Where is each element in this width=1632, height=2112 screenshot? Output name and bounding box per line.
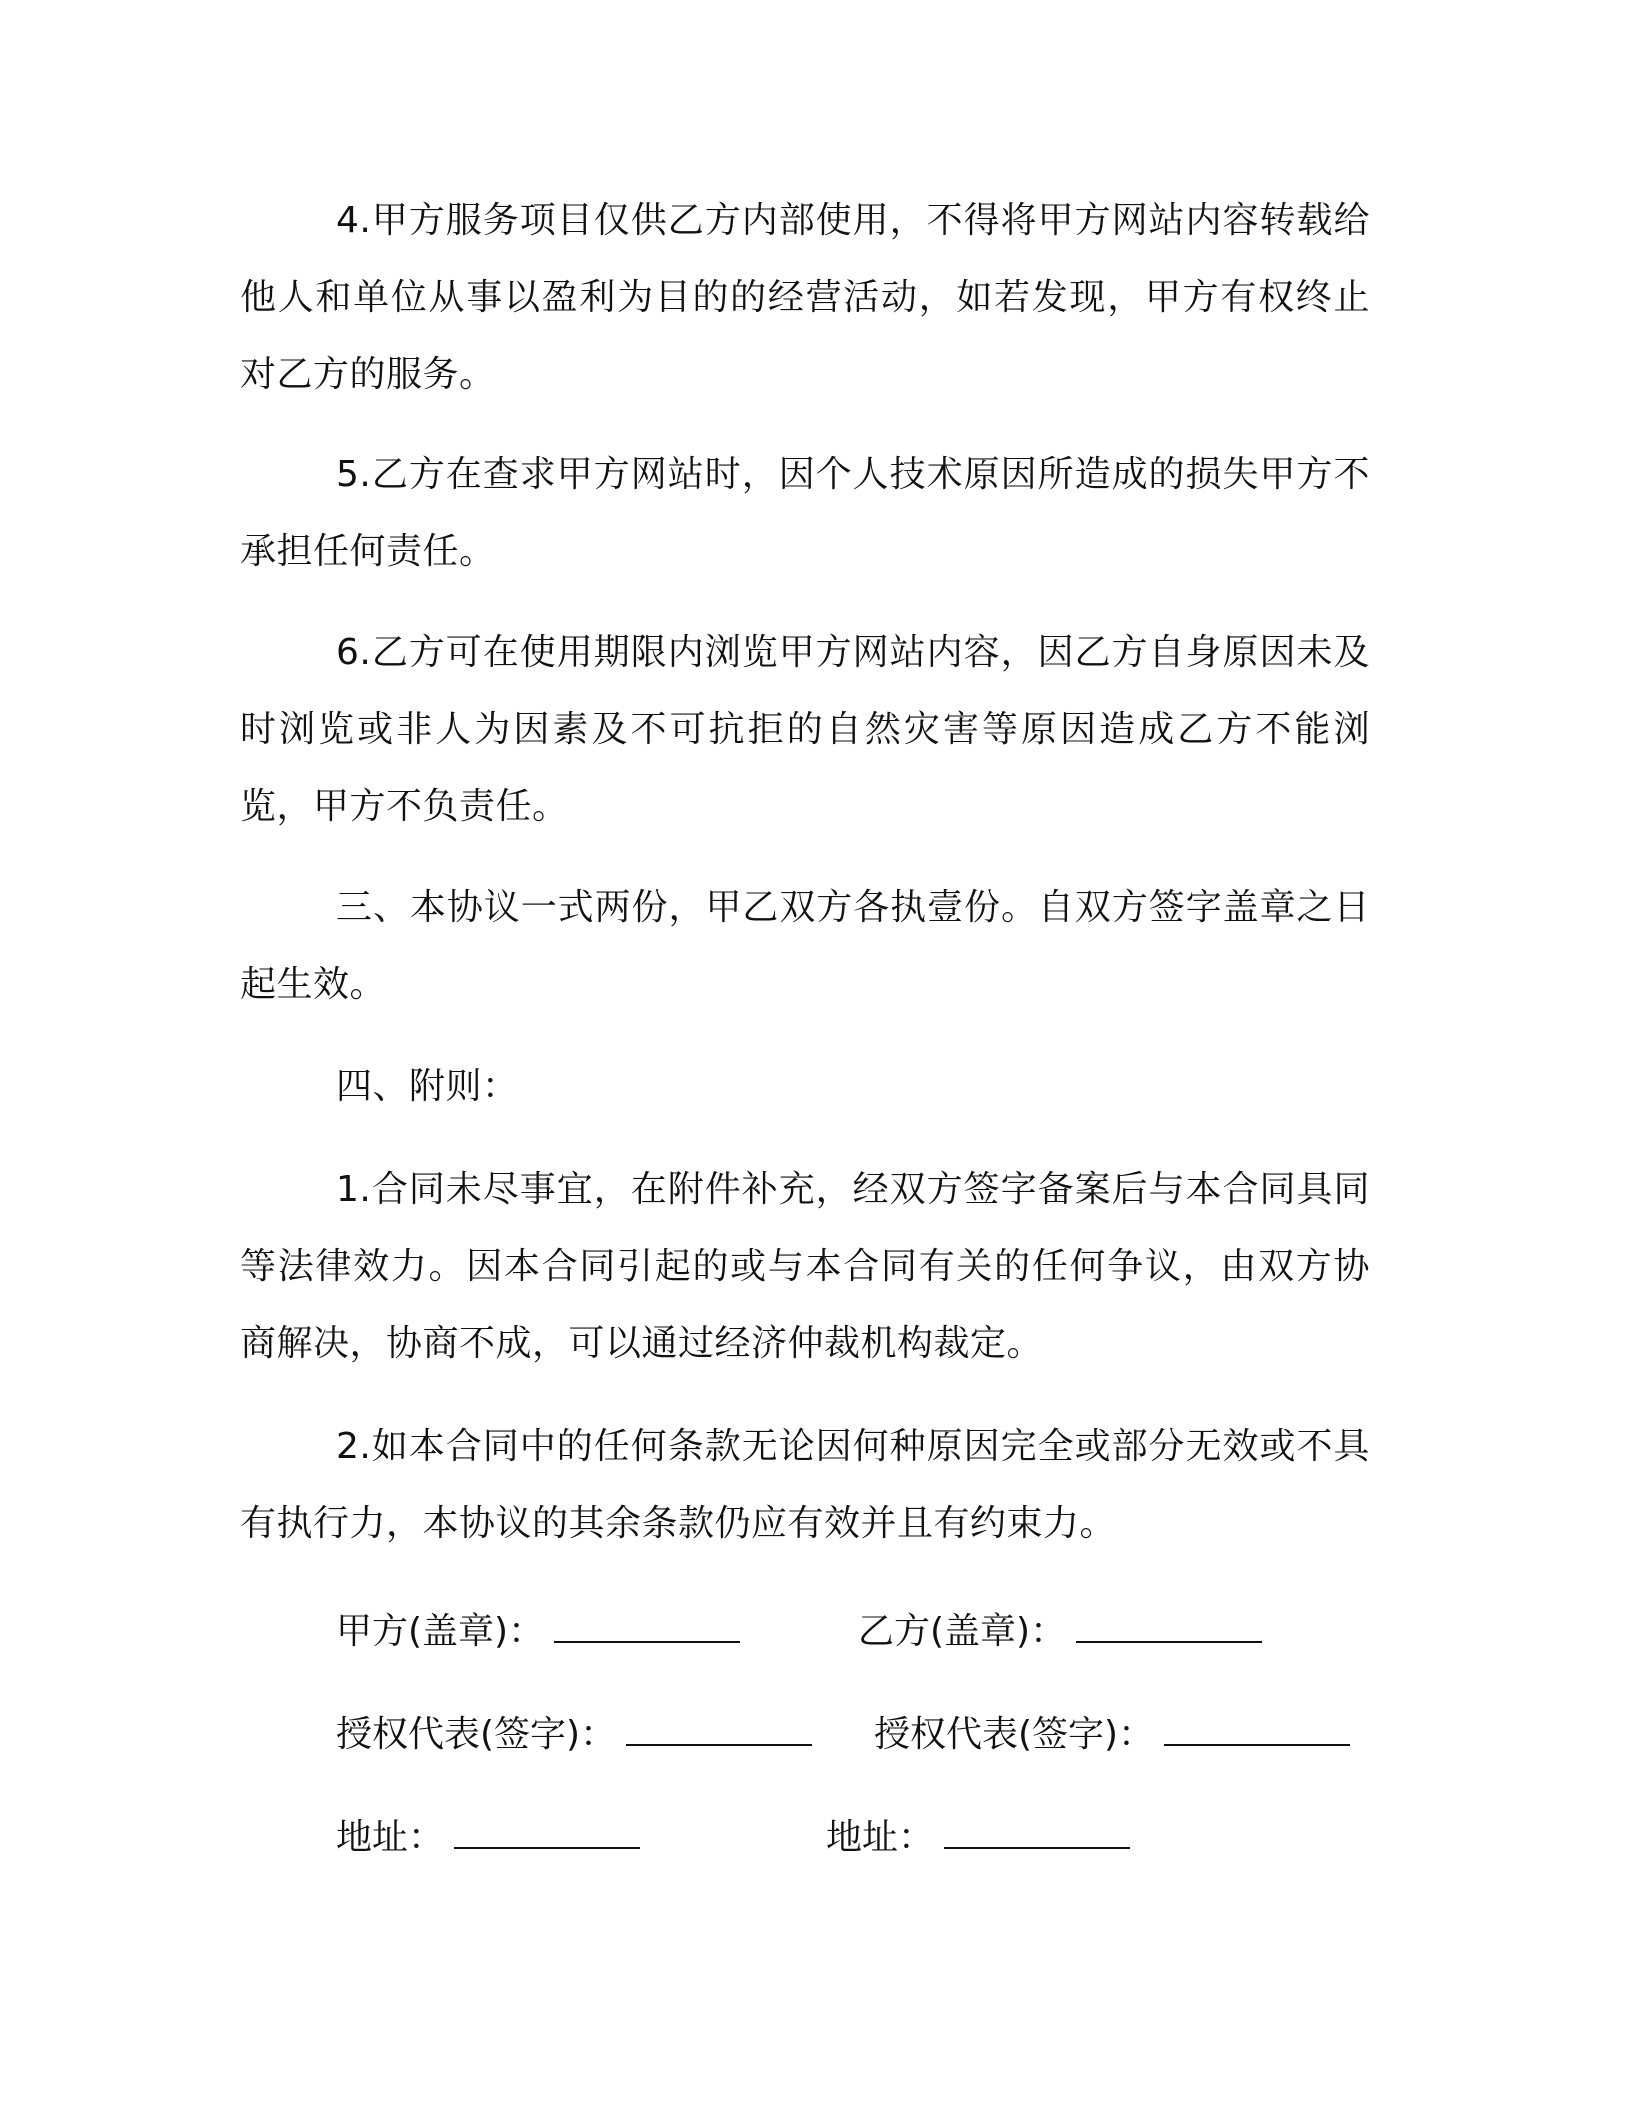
section-4-heading: 四、附则： bbox=[336, 1066, 519, 1107]
clause-4: 4.甲方服务项目仅供乙方内部使用，不得将甲方网站内容转载给他人和单位从事以盈利为目的的经营活动，如若发现，甲方有权终止对乙方的服务。 bbox=[240, 200, 1370, 395]
party-b-address-blank bbox=[944, 1815, 1130, 1849]
party-a-address-label: 地址： bbox=[336, 1817, 445, 1858]
section-3-effectiveness: 三、本协议一式两份，甲乙双方各执壹份。自双方签字盖章之日起生效。 bbox=[240, 887, 1370, 1005]
clause-6: 6.乙方可在使用期限内浏览甲方网站内容，因乙方自身原因未及时浏览或非人为因素及不可抗拒的自然灾害等原因造成乙方不能浏览，甲方不负责任。 bbox=[240, 632, 1370, 827]
party-b-address-field bbox=[826, 1808, 1130, 1868]
annex-clause-2: 2.如本合同中的任何条款无论因何种原因完全或部分无效或不具有执行力，本协议的其余条款仍应有效并且有约束力。 bbox=[240, 1426, 1370, 1544]
party-b-seal-label: 乙方(盖章)： bbox=[858, 1611, 1067, 1652]
party-b-rep-label: 授权代表(签字)： bbox=[874, 1714, 1155, 1755]
clause-5: 5.乙方在查求甲方网站时，因个人技术原因所造成的损失甲方不承担任何责任。 bbox=[240, 454, 1370, 572]
party-a-address-field bbox=[336, 1808, 640, 1868]
party-b-rep-field bbox=[874, 1705, 1350, 1765]
party-a-rep-blank bbox=[626, 1712, 812, 1746]
party-b-seal-blank bbox=[1076, 1609, 1262, 1643]
party-a-rep-field bbox=[336, 1705, 812, 1765]
annex-clause-1: 1.合同未尽事宜，在附件补充，经双方签字备案后与本合同具同等法律效力。因本合同引起的或与本合同有关的任何争议，由双方协商解决，协商不成，可以通过经济仲裁机构裁定。 bbox=[240, 1169, 1370, 1364]
party-a-rep-label: 授权代表(签字)： bbox=[336, 1714, 617, 1755]
signature-row-address bbox=[0, 1808, 1632, 1868]
party-a-seal-blank bbox=[554, 1609, 740, 1643]
party-b-seal-field bbox=[858, 1602, 1262, 1662]
party-a-seal-label: 甲方(盖章)： bbox=[336, 1611, 545, 1652]
party-b-rep-blank bbox=[1164, 1712, 1350, 1746]
signature-row-seal bbox=[0, 1602, 1632, 1662]
party-b-address-label: 地址： bbox=[826, 1817, 935, 1858]
signature-row-representative bbox=[0, 1705, 1632, 1765]
party-a-seal-field bbox=[336, 1602, 740, 1662]
party-a-address-blank bbox=[454, 1815, 640, 1849]
